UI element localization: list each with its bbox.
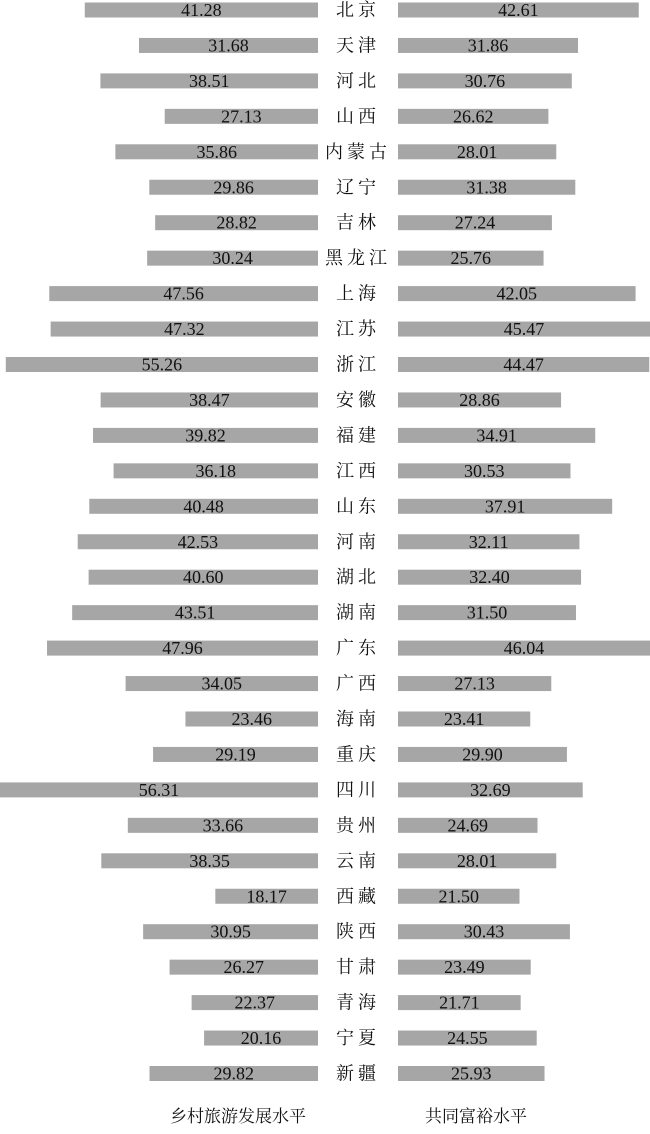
right-value-label: 30.53: [463, 460, 505, 481]
left-value-label: 30.95: [210, 921, 251, 942]
right-value-label: 24.55: [447, 1028, 488, 1049]
left-value-label: 22.37: [234, 992, 276, 1013]
right-value-label: 27.24: [454, 212, 496, 233]
right-value-label: 27.13: [454, 673, 495, 694]
right-value-label: 32.40: [469, 567, 510, 588]
right-value-label: 29.90: [462, 744, 503, 765]
right-value-label: 23.41: [443, 709, 485, 729]
left-value-label: 41.28: [181, 0, 222, 20]
province-label: 安徽: [336, 389, 380, 411]
left-value-label: 47.96: [162, 638, 203, 659]
province-label: 吉林: [336, 212, 380, 234]
left-value-label: 27.13: [221, 106, 262, 127]
left-value-label: 29.82: [213, 1063, 255, 1084]
province-label: 江西: [336, 460, 380, 482]
left-value-label: 35.86: [196, 141, 237, 162]
province-label: 山西: [336, 106, 380, 128]
left-value-label: 56.31: [138, 779, 180, 800]
left-value-label: 26.27: [223, 957, 265, 978]
province-label: 云南: [336, 850, 380, 872]
left-value-label: 43.51: [174, 602, 216, 623]
left-value-label: 39.82: [185, 425, 226, 446]
left-value-label: 23.46: [231, 709, 272, 729]
right-value-label: 45.47: [503, 319, 545, 340]
province-label: 西藏: [336, 886, 380, 908]
province-label: 广西: [336, 673, 380, 695]
left-value-label: 34.05: [201, 673, 243, 694]
province-label: 甘肃: [336, 957, 380, 979]
right-value-label: 34.91: [476, 425, 517, 446]
left-value-label: 40.60: [183, 567, 224, 588]
right-value-label: 21.71: [439, 992, 480, 1013]
right-value-label: 28.01: [456, 850, 498, 871]
province-label: 湖北: [336, 567, 380, 589]
province-label: 辽宁: [336, 177, 380, 199]
right-value-label: 31.86: [467, 35, 509, 56]
province-label: 青海: [336, 992, 380, 1014]
province-label: 广东: [336, 638, 380, 660]
province-label: 四川: [336, 779, 380, 801]
province-label: 山东: [336, 496, 380, 518]
right-value-label: 26.62: [452, 106, 494, 127]
left-value-label: 42.53: [177, 531, 219, 552]
right-value-label: 23.49: [444, 957, 485, 978]
right-value-label: 46.04: [503, 638, 545, 659]
left-value-label: 40.48: [183, 496, 224, 517]
left-value-label: 55.26: [141, 354, 183, 375]
province-label: 新疆: [336, 1063, 380, 1085]
right-value-label: 31.50: [466, 602, 508, 623]
left-value-label: 28.82: [216, 212, 257, 233]
right-value-label: 28.86: [459, 389, 500, 410]
province-label: 陕西: [336, 921, 380, 943]
right-value-label: 42.61: [498, 0, 539, 20]
left-value-label: 18.17: [246, 886, 287, 907]
left-value-label: 38.51: [188, 70, 230, 91]
province-label: 河南: [336, 531, 380, 553]
right-value-label: 25.76: [450, 248, 492, 269]
province-label: 上海: [336, 283, 380, 305]
left-value-label: 36.18: [195, 460, 237, 481]
left-series-label: 乡村旅游发展水平: [170, 1107, 306, 1127]
right-value-label: 32.69: [470, 779, 511, 800]
left-value-label: 31.68: [208, 35, 249, 56]
right-value-label: 25.93: [451, 1063, 492, 1084]
labels-layer: [139, 0, 545, 1085]
left-value-label: 38.47: [189, 389, 230, 410]
left-value-label: 33.66: [202, 815, 244, 836]
right-value-label: 42.05: [496, 283, 538, 304]
left-value-label: 47.32: [164, 319, 205, 340]
province-label: 黑龙江: [325, 248, 391, 270]
province-label: 海南: [336, 709, 380, 730]
right-value-label: 37.91: [484, 496, 526, 517]
right-series-label: 共同富裕水平: [425, 1107, 527, 1127]
right-value-label: 24.69: [447, 815, 488, 836]
right-value-label: 32.11: [468, 531, 509, 552]
province-label: 贵州: [336, 815, 380, 837]
right-value-label: 21.50: [438, 886, 479, 907]
right-value-label: 28.01: [456, 141, 498, 162]
province-label: 河北: [336, 70, 380, 92]
right-value-label: 30.76: [464, 70, 506, 91]
left-value-label: 29.86: [213, 177, 254, 198]
right-value-label: 30.43: [463, 921, 505, 942]
province-label: 内蒙古: [325, 141, 391, 163]
province-label: 天津: [336, 35, 380, 57]
province-label: 重庆: [336, 744, 380, 766]
left-value-label: 47.56: [163, 283, 204, 304]
bars-layer: [0, 3, 650, 1082]
province-label: 北京: [336, 0, 380, 21]
right-value-label: 31.38: [466, 177, 507, 198]
province-label: 福建: [336, 425, 380, 447]
left-value-label: 20.16: [240, 1028, 282, 1049]
province-label: 宁夏: [336, 1028, 380, 1050]
left-value-label: 29.19: [215, 744, 256, 765]
left-value-label: 38.35: [189, 850, 230, 871]
province-label: 江苏: [336, 319, 380, 341]
province-label: 浙江: [336, 354, 380, 376]
left-value-label: 30.24: [212, 248, 253, 269]
province-label: 湖南: [336, 602, 380, 624]
right-value-label: 44.47: [503, 354, 544, 375]
